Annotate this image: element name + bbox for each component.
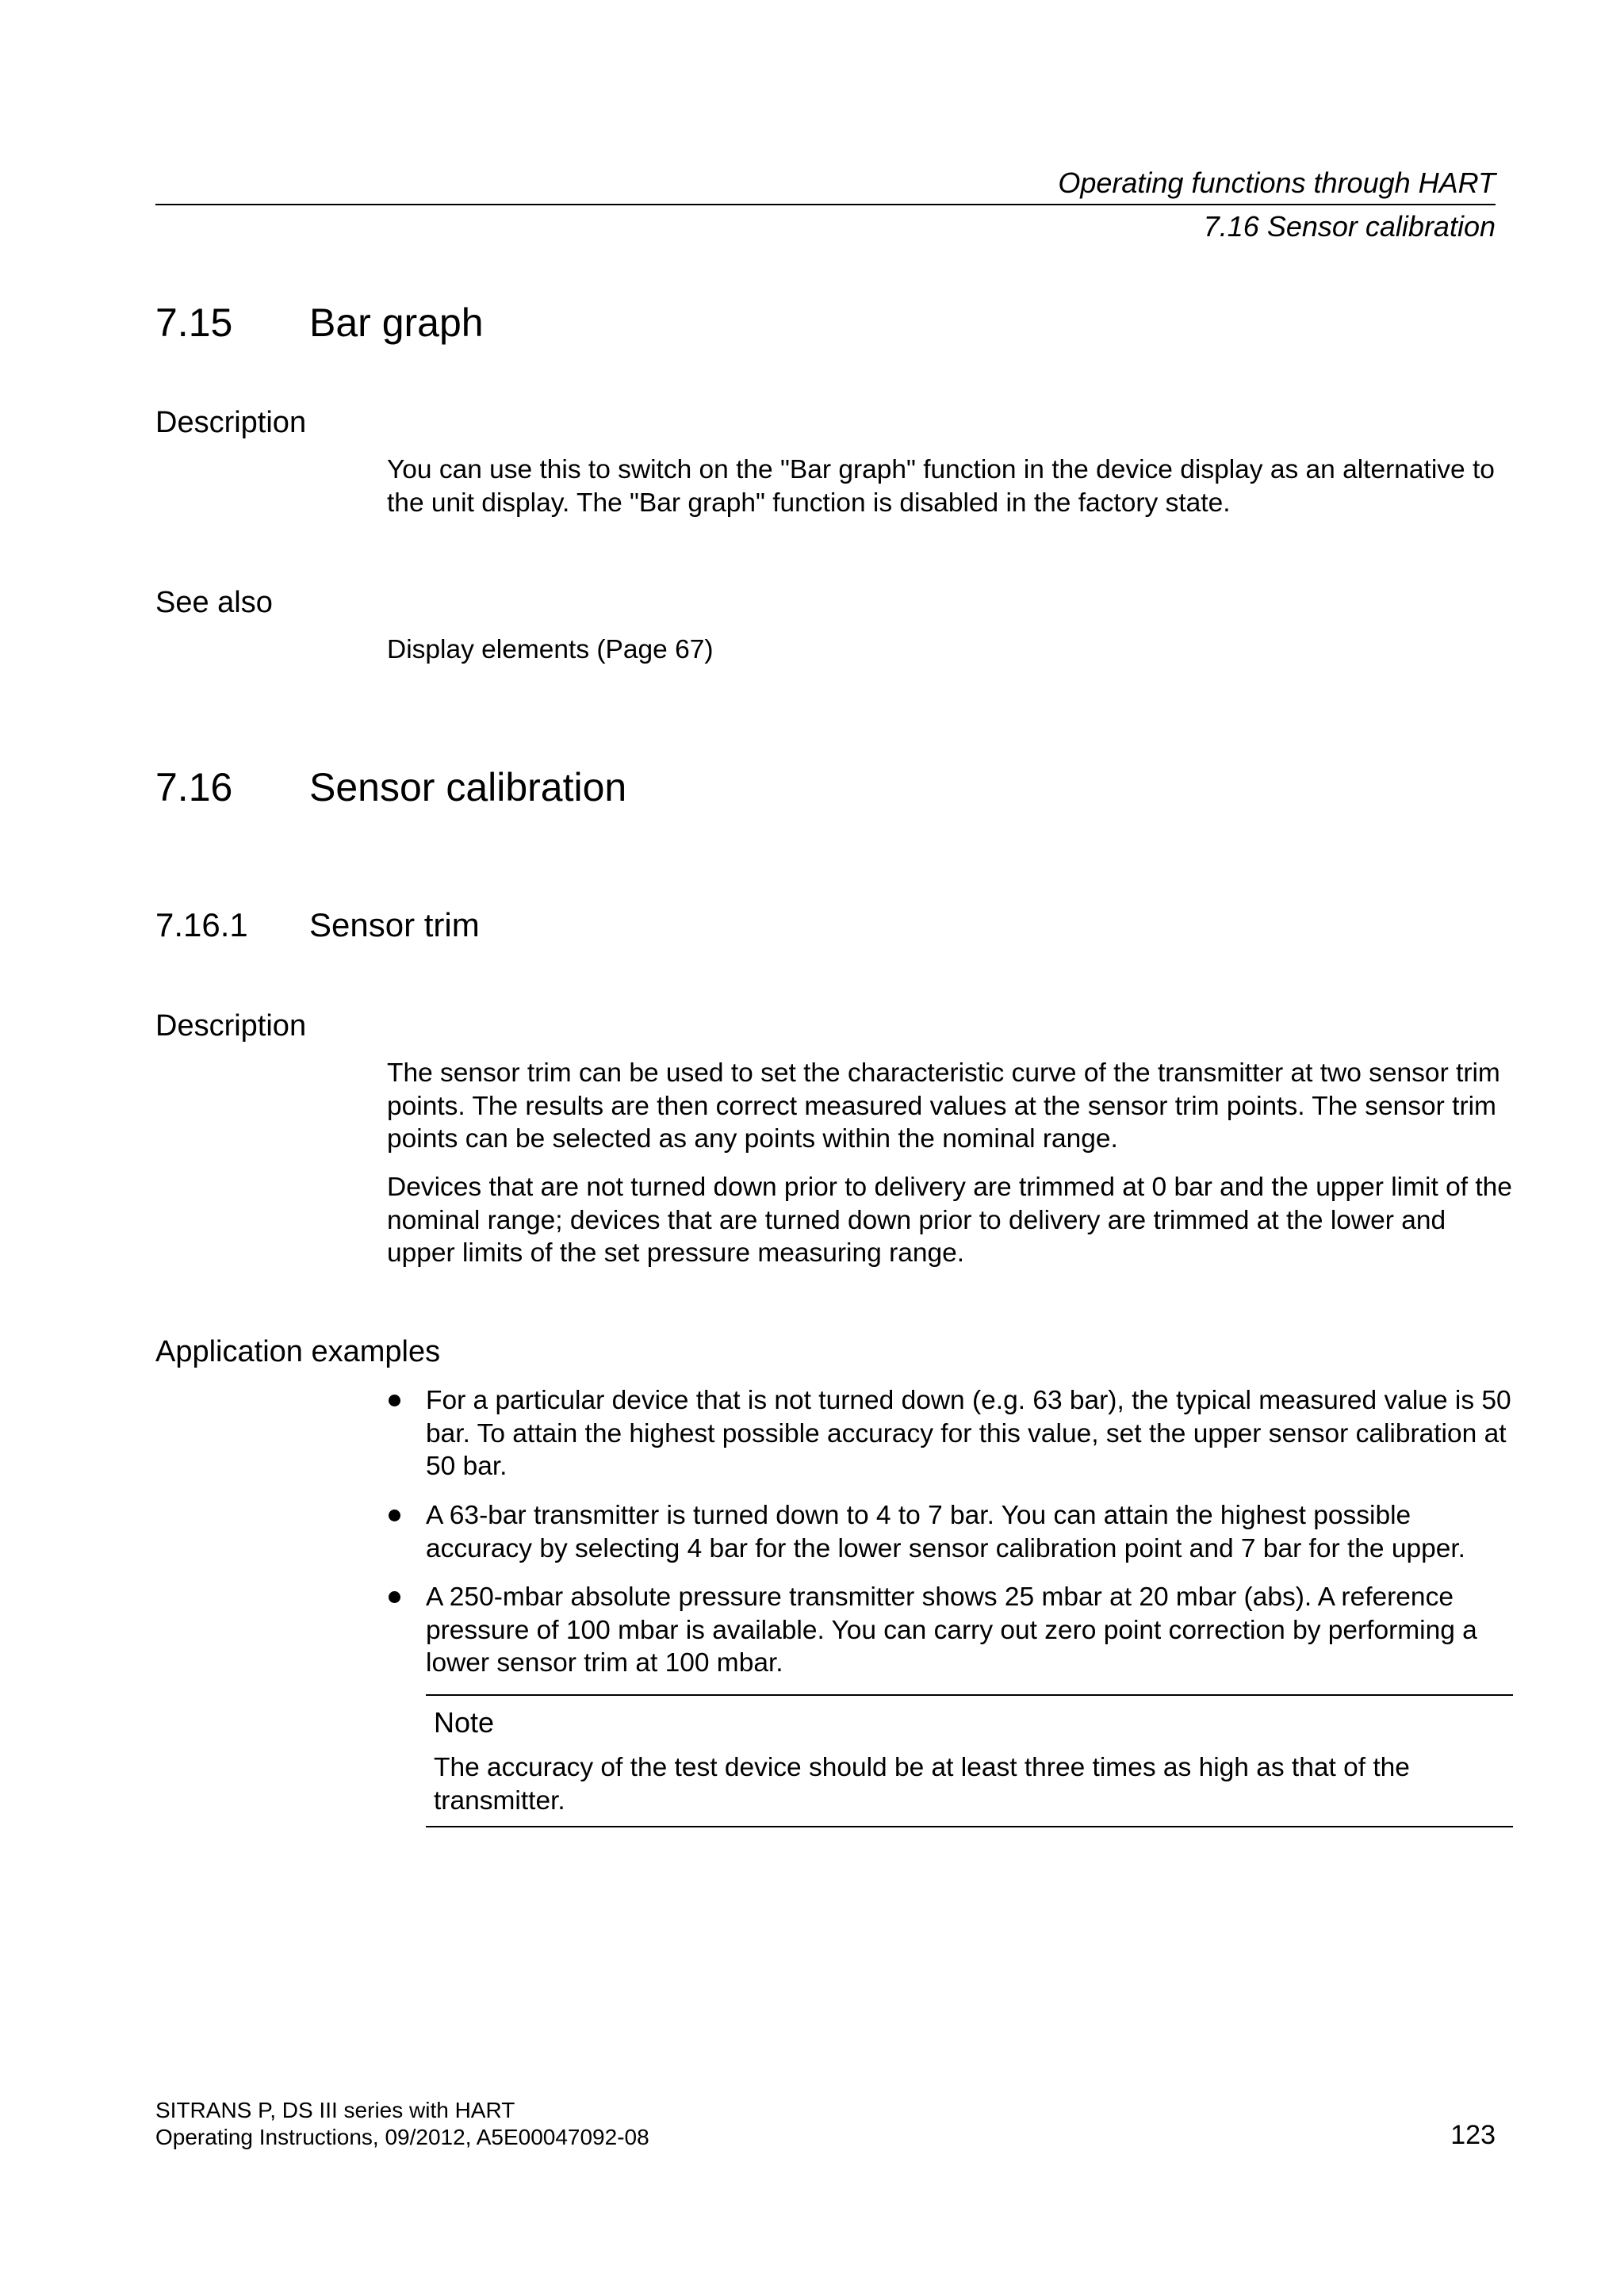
paragraph: You can use this to switch on the "Bar graph" function in the device display as an alternative to the unit display. The "Bar graph" function is disabled in the factory state.: [387, 455, 1495, 518]
footer-product: SITRANS P, DS III series with HART: [155, 2098, 515, 2122]
see-also-link[interactable]: Display elements (Page 67): [387, 635, 714, 664]
header-rule: [155, 204, 1496, 205]
bar-graph-description: [387, 453, 1513, 519]
section-number: 7.16: [155, 765, 233, 809]
paragraph: Devices that are not turned down prior to delivery are trimmed at 0 bar and the upper limit of the nominal range; devices that are turned down prior to delivery are trimmed at the lower and upper limits of the set pressure measuring range.: [387, 1173, 1512, 1268]
bullet-icon: [389, 1510, 400, 1521]
subsection-title: Sensor trim: [309, 906, 480, 943]
description-label: Description: [155, 406, 307, 439]
section-title: Bar graph: [309, 300, 484, 345]
list-item-text: A 63-bar transmitter is turned down to 4 to 7 bar. You can attain the highest possible accuracy by selecting 4 bar for the lower sensor calibration point and 7 bar for the upper.: [426, 1501, 1465, 1563]
see-also-label: See also: [155, 586, 273, 619]
running-header-chapter: Operating functions through HART: [1058, 166, 1496, 199]
list-item: [387, 1581, 1513, 1680]
section-title: Sensor calibration: [309, 765, 627, 809]
bullet-icon: [389, 1591, 400, 1603]
footer-document: Operating Instructions, 09/2012, A5E00047092-08: [155, 2125, 649, 2149]
description-label: Description: [155, 1009, 307, 1043]
bullet-icon: [389, 1395, 400, 1406]
section-number: 7.15: [155, 300, 233, 345]
running-header-section: 7.16 Sensor calibration: [1203, 210, 1496, 243]
list-item: [387, 1499, 1513, 1565]
sensor-trim-description-2: [387, 1171, 1513, 1270]
note-text: The accuracy of the test device should be at least three times as high as that of the transmitter.: [434, 1753, 1410, 1816]
list-item-text: For a particular device that is not turned down (e.g. 63 bar), the typical measured value is 50 bar. To attain the highest possible accuracy for this value, set the upper sensor calibration at 50 bar.: [426, 1386, 1511, 1481]
paragraph: The sensor trim can be used to set the characteristic curve of the transmitter at two sensor trim points. The results are then correct measured values at the sensor trim points. The sensor trim points can be selected as any points within the nominal range.: [387, 1058, 1500, 1154]
page-number: 123: [1450, 2120, 1496, 2150]
list-item-text: A 250-mbar absolute pressure transmitter shows 25 mbar at 20 mbar (abs). A reference pressure of 100 mbar is available. You can carry out zero point correction by performing a lower sensor trim at 100 mbar.: [426, 1582, 1477, 1678]
list-item: [387, 1384, 1513, 1483]
note-title: Note: [434, 1706, 495, 1739]
subsection-number: 7.16.1: [155, 906, 248, 943]
note-box: [426, 1694, 1513, 1827]
application-examples-label: Application examples: [155, 1335, 441, 1368]
sensor-trim-description: [387, 1057, 1513, 1156]
